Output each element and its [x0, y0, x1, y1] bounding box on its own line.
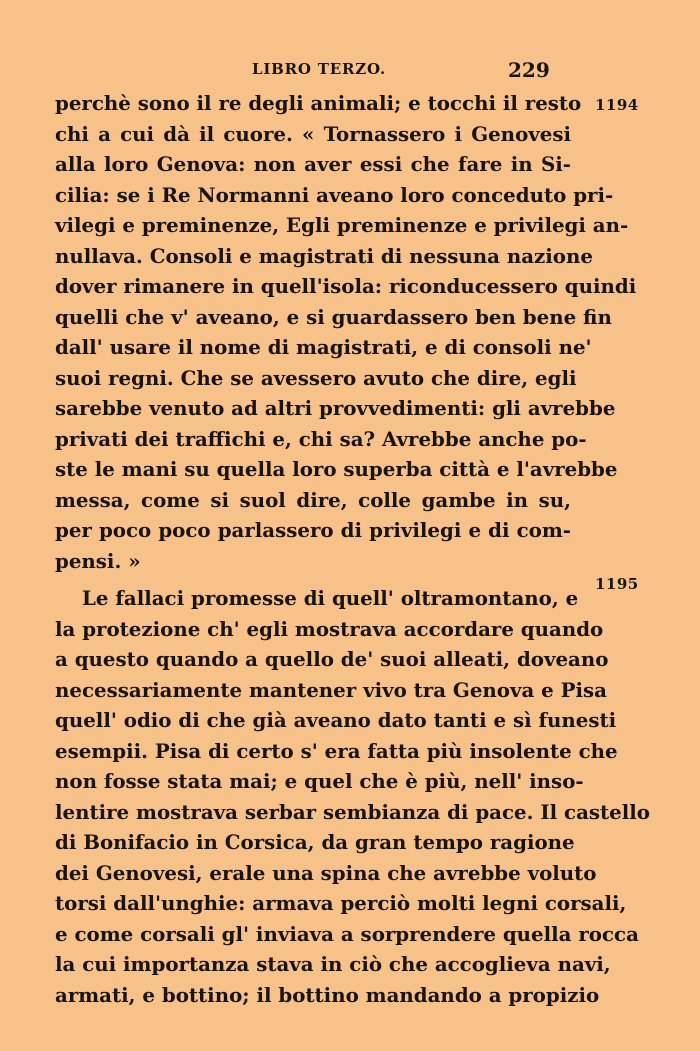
text-line: pensi. » — [55, 548, 141, 573]
text-line: alla loro Genova: non aver essi che fare in Si- — [55, 152, 571, 176]
text-line: la cui importanza stava in ciò che accoglieva navi, — [55, 952, 611, 976]
text-line: dei Genovesi, erale una spina che avrebbe voluto — [55, 860, 597, 885]
text-line: armati, e bottino; il bottino mandando a propizio — [55, 982, 600, 1007]
text-line: di Bonifacio in Corsica, da gran tempo ragione — [55, 830, 575, 854]
paragraph-gap — [55, 576, 571, 583]
margin-year: 1194 — [595, 96, 639, 114]
text-line: Le fallaci promesse di quell' oltramontano, e — [82, 586, 579, 610]
text-line: lentire mostrava serbar sembianza di pace. Il castello — [55, 799, 650, 824]
page-number: 229 — [508, 58, 550, 82]
page-header — [0, 58, 700, 82]
text-line: messa, come si suol dire, colle gambe in su, — [55, 487, 571, 512]
text-line: per poco poco parlassero di privilegi e di com- — [55, 518, 571, 542]
text-line: cilia: se i Re Normanni aveano loro conceduto pri- — [55, 182, 614, 207]
text-line: non fosse stata mai; e quel che è più, nell' inso- — [55, 769, 584, 793]
text-line: vilegi e preminenze, Egli preminenze e privilegi an- — [55, 213, 629, 237]
text-line: e come corsali gl' inviava a sorprendere quella rocca — [55, 921, 639, 946]
text-line: a questo quando a quello de' suoi alleati, doveano — [55, 647, 609, 671]
running-head: LIBRO TERZO. — [252, 60, 387, 78]
text-line: sarebbe venuto ad altri provvedimenti: gli avrebbe — [55, 396, 616, 420]
margin-year: 1195 — [595, 575, 639, 593]
text-line: ste le mani su quella loro superba città e l'avrebbe — [55, 457, 618, 481]
text-line: dover rimanere in quell'isola: riconducessero quindi — [55, 274, 637, 298]
text-line: chi a cui dà il cuore. « Tornassero i Genovesi — [55, 121, 571, 146]
text-line: esempii. Pisa di certo s' era fatta più insolente che — [55, 738, 618, 763]
text-line: nullava. Consoli e magistrati di nessuna nazione — [55, 243, 593, 268]
text-line: torsi dall'unghie: armava perciò molti legni corsali, — [55, 891, 627, 915]
text-line: suoi regni. Che se avessero avuto che dire, egli — [55, 365, 577, 390]
text-line: privati dei traffichi e, chi sa? Avrebbe anche po- — [55, 426, 587, 451]
text-line: necessariamente mantener vivo tra Genova e Pisa — [55, 677, 607, 702]
text-line: la protezione ch' egli mostrava accordare quando — [55, 616, 604, 641]
text-line: perchè sono il re degli animali; e tocchi il resto — [55, 91, 582, 115]
text-line: dall' usare il nome di magistrati, e di consoli ne' — [55, 335, 592, 359]
text-line: quell' odio di che già aveano dato tanti e sì funesti — [55, 708, 617, 732]
text-line: quelli che v' aveano, e si guardassero ben bene fin — [55, 304, 612, 329]
